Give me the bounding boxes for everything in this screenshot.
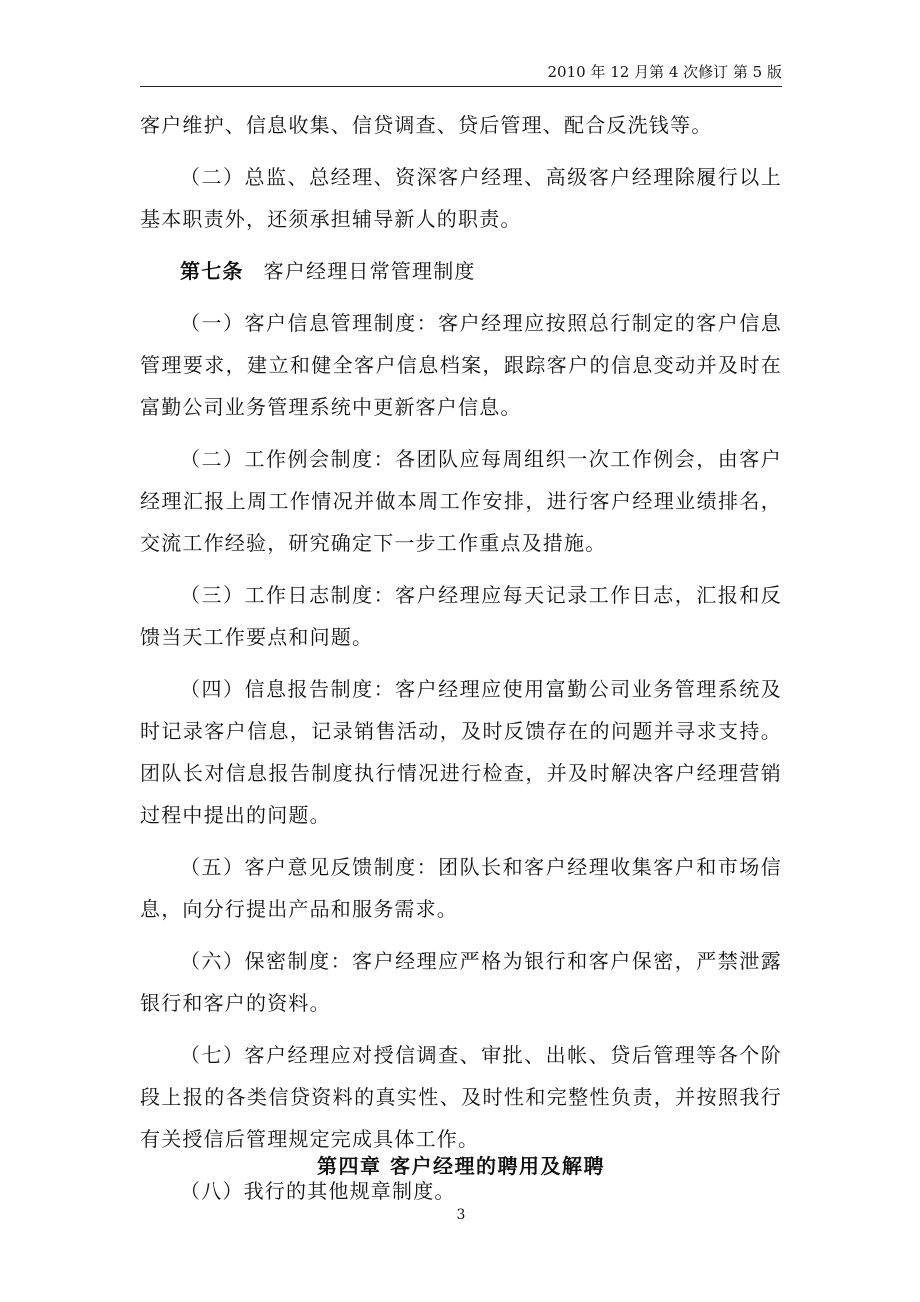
paragraph-other-rules: （八）我行的其他规章制度。 bbox=[180, 1179, 456, 1203]
paragraph-credit-materials: （七）客户经理应对授信调查、审批、出帐、贷后管理等各个阶段上报的各类信贷资料的真实性、及时性和完整性负责，并按照我行有关授信后管理规定完成具体工作。 bbox=[140, 1043, 782, 1151]
paragraph-customer-info-system: （一）客户信息管理制度：客户经理应按照总行制定的客户信息管理要求，建立和健全客户信息档案，跟踪客户的信息变动并及时在富勤公司业务管理系统中更新客户信息。 bbox=[140, 311, 782, 419]
page-number: 3 bbox=[456, 1207, 466, 1223]
article-heading bbox=[140, 250, 782, 292]
paragraph-senior-duties: （二）总监、总经理、资深客户经理、高级客户经理除履行以上基本职责外，还须承担辅导新人的职责。 bbox=[140, 165, 782, 231]
document-body bbox=[140, 104, 782, 1222]
revision-info: 2010 年 12 月第 4 次修订 第 5 版 bbox=[547, 63, 782, 81]
paragraph-confidentiality: （六）保密制度：客户经理应严格为银行和客户保密，严禁泄露银行和客户的资料。 bbox=[140, 949, 782, 1015]
paragraph-feedback: （五）客户意见反馈制度：团队长和客户经理收集客户和市场信息，向分行提出产品和服务需求。 bbox=[140, 855, 782, 921]
chapter-title: 第四章 客户经理的聘用及解聘 bbox=[317, 1154, 605, 1178]
paragraph-continuation: 客户维护、信息收集、信贷调查、贷后管理、配合反洗钱等。 bbox=[140, 113, 713, 137]
article-number: 第七条 bbox=[180, 259, 244, 283]
article-title: 客户经理日常管理制度 bbox=[263, 259, 476, 283]
paragraph-weekly-meeting: （二）工作例会制度：各团队应每周组织一次工作例会，由客户经理汇报上周工作情况并做本周工作安排，进行客户经理业绩排名，交流工作经验，研究确定下一步工作重点及措施。 bbox=[140, 447, 782, 555]
paragraph-info-report: （四）信息报告制度：客户经理应使用富勤公司业务管理系统及时记录客户信息，记录销售活动，及时反馈存在的问题并寻求支持。团队长对信息报告制度执行情况进行检查，并及时解决客户经理营销过程中提出的问题。 bbox=[140, 677, 782, 827]
page-header bbox=[140, 62, 782, 87]
paragraph-work-log: （三）工作日志制度：客户经理应每天记录工作日志，汇报和反馈当天工作要点和问题。 bbox=[140, 583, 782, 649]
